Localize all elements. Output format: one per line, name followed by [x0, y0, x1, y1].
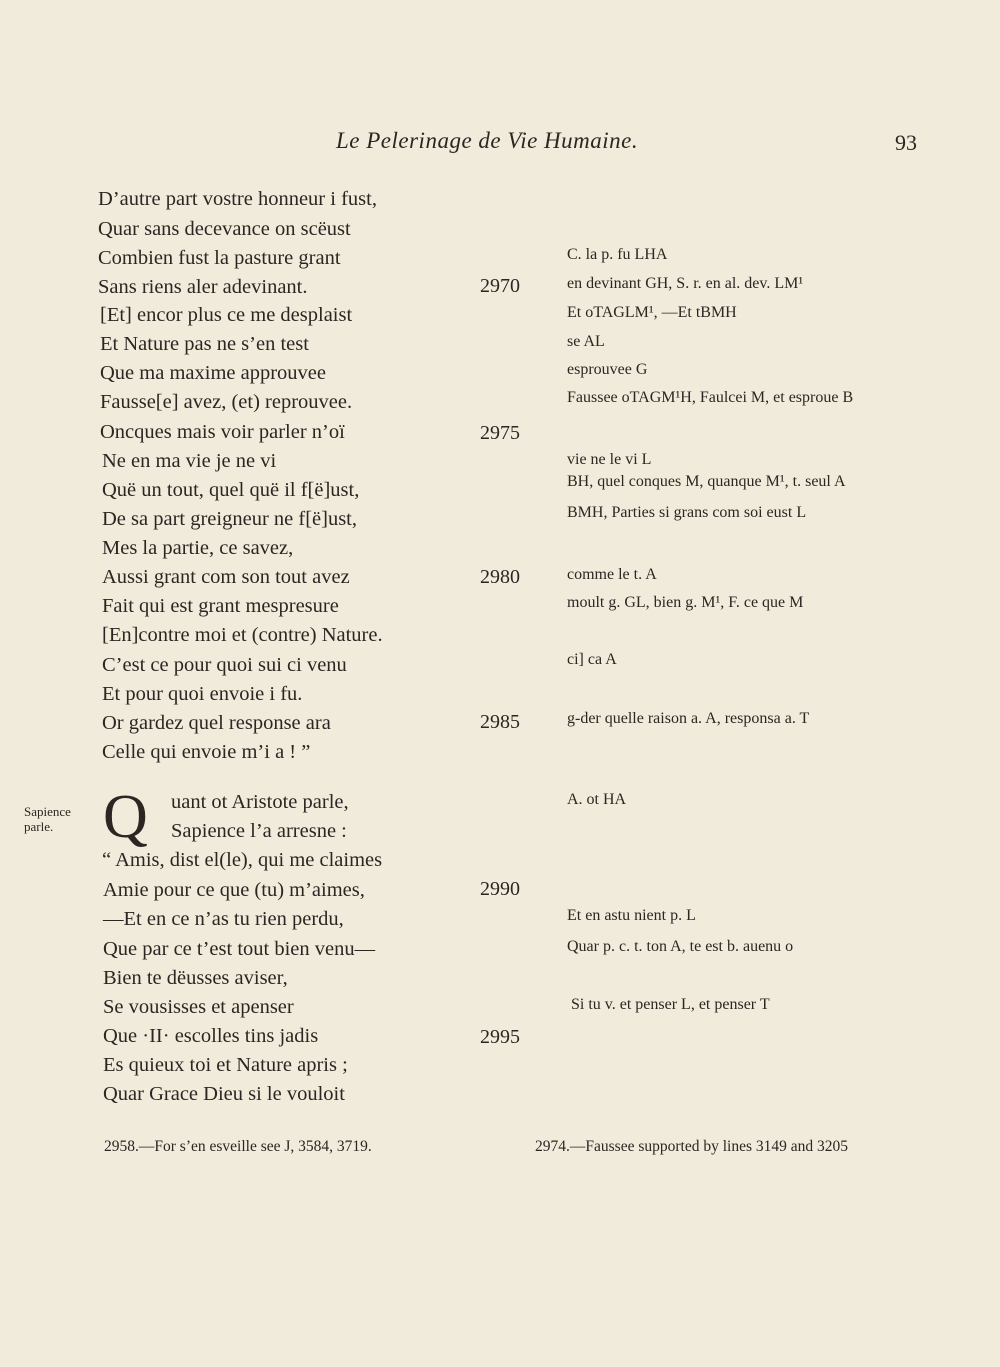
variant-note: A. ot HA [567, 791, 627, 808]
variant-note: Et en astu nient p. L [567, 907, 696, 924]
verse-line: Que par ce t’est tout bien venu— [103, 938, 376, 960]
verse-line: Celle qui envoie m’i a ! ” [102, 741, 311, 763]
variant-note: en devinant GH, S. r. en al. dev. LM¹ [567, 275, 804, 292]
margin-note [24, 804, 71, 834]
verse-line: —Et en ce n’as tu rien perdu, [103, 908, 344, 930]
variant-note: BMH, Parties si grans com soi eust L [567, 504, 807, 521]
variant-note: C. la p. fu LHA [567, 246, 668, 263]
variant-note: Faussee oTAGM¹H, Faulcei M, et esproue B [567, 389, 854, 406]
verse-line: Amie pour ce que (tu) m’aimes, [103, 879, 365, 901]
verse-line: Que ma maxime approuvee [100, 362, 326, 384]
verse-line: Sans riens aler adevinant. [98, 276, 308, 298]
running-title: Le Pelerinage de Vie Humaine. [336, 128, 639, 153]
line-number: 2995 [480, 1026, 520, 1048]
verse-line: Fait qui est grant mespresure [102, 595, 339, 617]
verse-line: Bien te dëusses aviser, [103, 967, 288, 989]
verse-line: D’autre part vostre honneur i fust, [98, 188, 377, 210]
footnote-left: 2958.—For s’en esveille see J, 3584, 3719. [104, 1138, 372, 1155]
verse-line: Quar Grace Dieu si le vouloit [103, 1083, 345, 1105]
variant-note: Si tu v. et penser L, et penser T [571, 996, 770, 1013]
variant-note: Et oTAGLM¹, —Et tBMH [567, 304, 737, 321]
verse-line: Mes la partie, ce savez, [102, 537, 294, 559]
verse-line: Quar sans decevance on scëust [98, 218, 351, 240]
verse-line: Or gardez quel response ara [102, 712, 331, 734]
verse-line: [En]contre moi et (contre) Nature. [102, 624, 383, 646]
variant-note: ci] ca A [567, 651, 617, 668]
variant-note: BH, quel conques M, quanque M¹, t. seul A [567, 473, 846, 490]
margin-note-line: Sapience [24, 804, 71, 819]
verse-line: De sa part greigneur ne f[ë]ust, [102, 508, 357, 530]
verse-line: Fausse[e] avez, (et) reprouvee. [100, 391, 353, 413]
verse-line: Aussi grant com son tout avez [102, 566, 350, 588]
variant-note: vie ne le vi L [567, 451, 652, 468]
line-number: 2970 [480, 275, 520, 297]
verse-line: Et pour quoi envoie i fu. [102, 683, 303, 705]
verse-line: “ Amis, dist el(le), qui me claimes [102, 849, 383, 871]
drop-cap: Q [103, 783, 148, 851]
variant-note: moult g. GL, bien g. M¹, F. ce que M [567, 594, 804, 611]
verse-line: Se vousisses et apenser [103, 996, 294, 1018]
footnote-right: 2974.—Faussee supported by lines 3149 and 3205 [535, 1138, 848, 1155]
variant-note: comme le t. A [567, 566, 657, 583]
variant-note: esprouvee G [567, 361, 648, 378]
verse-line: C’est ce pour quoi sui ci venu [102, 654, 347, 676]
verse-line: Combien fust la pasture grant [98, 247, 341, 269]
verse-line: Sapience l’a arresne : [171, 820, 347, 842]
margin-note-line: parle. [24, 819, 54, 834]
verse-line: Que ·II· escolles tins jadis [103, 1025, 319, 1047]
line-number: 2990 [480, 878, 520, 900]
line-number: 2985 [480, 711, 520, 733]
verse-line: uant ot Aristote parle, [171, 791, 349, 813]
verse-line: [Et] encor plus ce me desplaist [100, 304, 353, 326]
variant-note: se AL [567, 333, 605, 350]
verse-line: Et Nature pas ne s’en test [100, 333, 309, 355]
line-number: 2980 [480, 566, 520, 588]
page-number: 93 [895, 130, 917, 155]
verse-line: Ne en ma vie je ne vi [102, 450, 277, 472]
variant-note: g-der quelle raison a. A, responsa a. T [567, 710, 810, 727]
verse-line: Es quieux toi et Nature apris ; [103, 1054, 348, 1076]
verse-line: Oncques mais voir parler n’oï [100, 421, 345, 443]
verse-line: Quë un tout, quel quë il f[ë]ust, [102, 479, 360, 501]
line-number: 2975 [480, 422, 520, 444]
variant-note: Quar p. c. t. ton A, te est b. auenu o [567, 938, 794, 955]
